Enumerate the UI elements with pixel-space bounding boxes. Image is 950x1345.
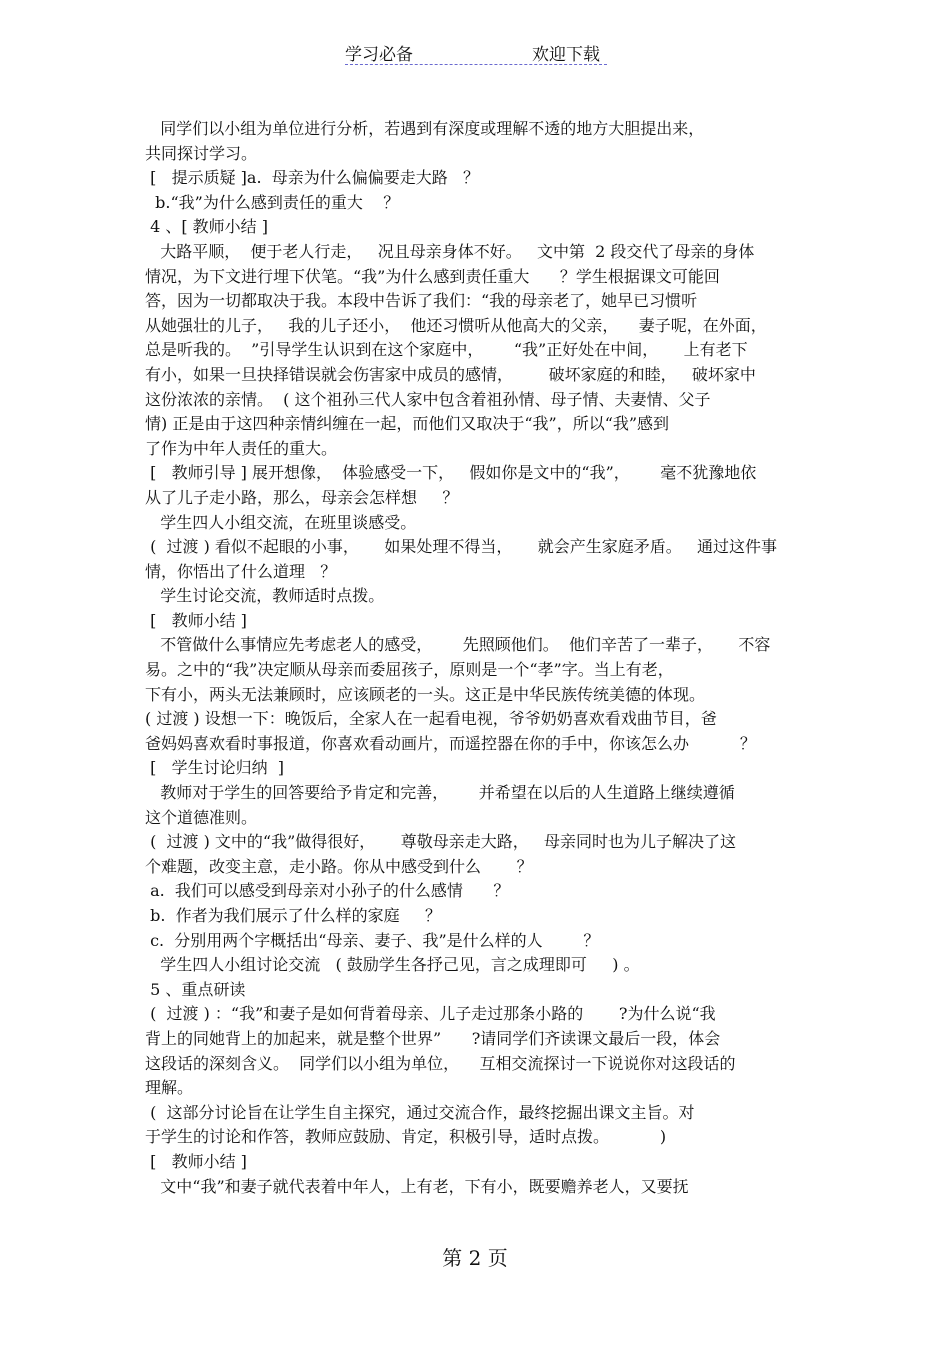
- text-line: 这份浓浓的亲情。 ( 这个祖孙三代人家中包含着祖孙情、母子情、夫妻情、父子: [145, 389, 711, 409]
- text-line: [ 教师引导 ] 展开想像， 体验感受一下， 假如你是文中的“我”， 毫不犹豫地依: [145, 463, 757, 483]
- text-line: 学生讨论交流，教师适时点拨。: [145, 586, 385, 606]
- page-header: [0, 40, 950, 66]
- text-line: 学生四人小组讨论交流 ( 鼓励学生各抒己见，言之成理即可 ) 。: [145, 955, 640, 975]
- text-line: ( 这部分讨论旨在让学生自主探究，通过交流合作，最终挖掘出课文主旨。对: [145, 1102, 695, 1122]
- header-left-text: 学习必备: [345, 45, 413, 65]
- text-line: ( 过渡 ) 看似不起眼的小事， 如果处理不得当， 就会产生家庭矛盾。 通过这件事: [145, 537, 778, 557]
- text-line: 这个道德准则。: [145, 807, 258, 827]
- text-line: 于学生的讨论和作答，教师应鼓励、肯定，积极引导，适时点拨。 ): [145, 1127, 667, 1147]
- text-line: b.“我”为什么感到责任的重大 ？: [145, 192, 400, 212]
- text-line: a. 我们可以感受到母亲对小孙子的什么感情 ？: [145, 881, 510, 901]
- header-right-text: 欢迎下载: [532, 45, 600, 65]
- text-line: [ 教师小结 ]: [145, 1151, 247, 1171]
- text-line: 不管做什么事情应先考虑老人的感受， 先照顾他们。 他们辛苦了一辈子， 不容: [145, 635, 771, 655]
- text-line: 背上的同她背上的加起来，就是整个世界” ?请同学们齐读课文最后一段，体会: [145, 1028, 721, 1048]
- text-line: 理解。: [145, 1078, 194, 1098]
- text-line: [ 学生讨论归纳 ]: [145, 758, 285, 778]
- text-line: b. 作者为我们展示了什么样的家庭 ？: [145, 906, 442, 925]
- text-line: 共同探讨学习。: [145, 143, 258, 163]
- text-line: 情，你悟出了什么道理 ？: [145, 561, 337, 581]
- page-number: 第 2 页: [442, 1246, 508, 1270]
- text-line: 爸妈妈喜欢看时事报道，你喜欢看动画片，而遥控器在你的手中，你该怎么办 ？: [145, 733, 756, 753]
- text-line: [ 教师小结 ]: [145, 610, 247, 630]
- text-line: 答，因为一切都取决于我。本段中告诉了我们：“我的母亲老了，她早已习惯听: [145, 291, 698, 311]
- text-line: 从她强壮的儿子， 我的儿子还小， 他还习惯听从他高大的父亲， 妻子呢，在外面，: [145, 315, 767, 335]
- text-line: ( 过渡 ) ：“我”和妻子是如何背着母亲、儿子走过那条小路的 ?为什么说“我: [145, 1004, 716, 1024]
- text-line: 从了儿子走小路，那么，母亲会怎样想 ？: [145, 487, 459, 507]
- text-line: 这段话的深刻含义。 同学们以小组为单位， 互相交流探讨一下说说你对这段话的: [145, 1053, 736, 1073]
- text-line: 情况，为下文进行埋下伏笔。“我”为什么感到责任重大 ？学生根据课文可能回: [145, 266, 720, 286]
- text-line: 学生四人小组交流，在班里谈感受。: [145, 512, 417, 532]
- text-line: 5 、重点研读: [145, 979, 246, 999]
- text-line: ( 过渡 ) 设想一下：晚饭后，全家人在一起看电视，爷爷奶奶喜欢看戏曲节目，爸: [145, 709, 717, 729]
- text-line: 同学们以小组为单位进行分析，若遇到有深度或理解不透的地方大胆提出来，: [145, 119, 705, 138]
- header-dashed-rule: [345, 64, 607, 65]
- text-line: ( 过渡 ) 文中的“我”做得很好， 尊敬母亲走大路， 母亲同时也为儿子解决了这: [145, 832, 736, 852]
- text-line: 大路平顺， 便于老人行走， 况且母亲身体不好。 文中第 2 段交代了母亲的身体: [145, 241, 755, 261]
- text-line: [ 提示质疑 ]a. 母亲为什么偏偏要走大路 ？: [145, 168, 479, 188]
- text-line: 有小，如果一旦抉择错误就会伤害家中成员的感情， 破坏家庭的和睦， 破坏家中: [145, 364, 756, 384]
- text-line: 下有小，两头无法兼顾时，应该顾老的一头。这正是中华民族传统美德的体现。: [145, 684, 706, 704]
- text-line: 情) 正是由于这四种亲情纠缠在一起，而他们又取决于“我”，所以“我”感到: [145, 414, 670, 434]
- text-line: c. 分别用两个字概括出“母亲、妻子、我”是什么样的人 ？: [145, 930, 600, 950]
- text-line: 教师对于学生的回答要给予肯定和完善， 并希望在以后的人生道路上继续遵循: [145, 783, 735, 803]
- text-line: 4 、[ 教师小结 ]: [145, 217, 269, 237]
- text-line: 文中“我”和妻子就代表着中年人，上有老，下有小，既要赡养老人，又要抚: [145, 1176, 689, 1196]
- document-body: [145, 117, 810, 1199]
- text-line: 易。之中的“我”决定顺从母亲而委屈孩子，原则是一个“孝”字。当上有老，: [145, 660, 674, 680]
- text-line: 个难题，改变主意，走小路。你从中感受到什么 ？: [145, 856, 533, 876]
- text-line: 总是听我的。 ”引导学生认识到在这个家庭中， “我”正好处在中间， 上有老下: [145, 340, 748, 360]
- text-line: 了作为中年人责任的重大。: [145, 438, 338, 458]
